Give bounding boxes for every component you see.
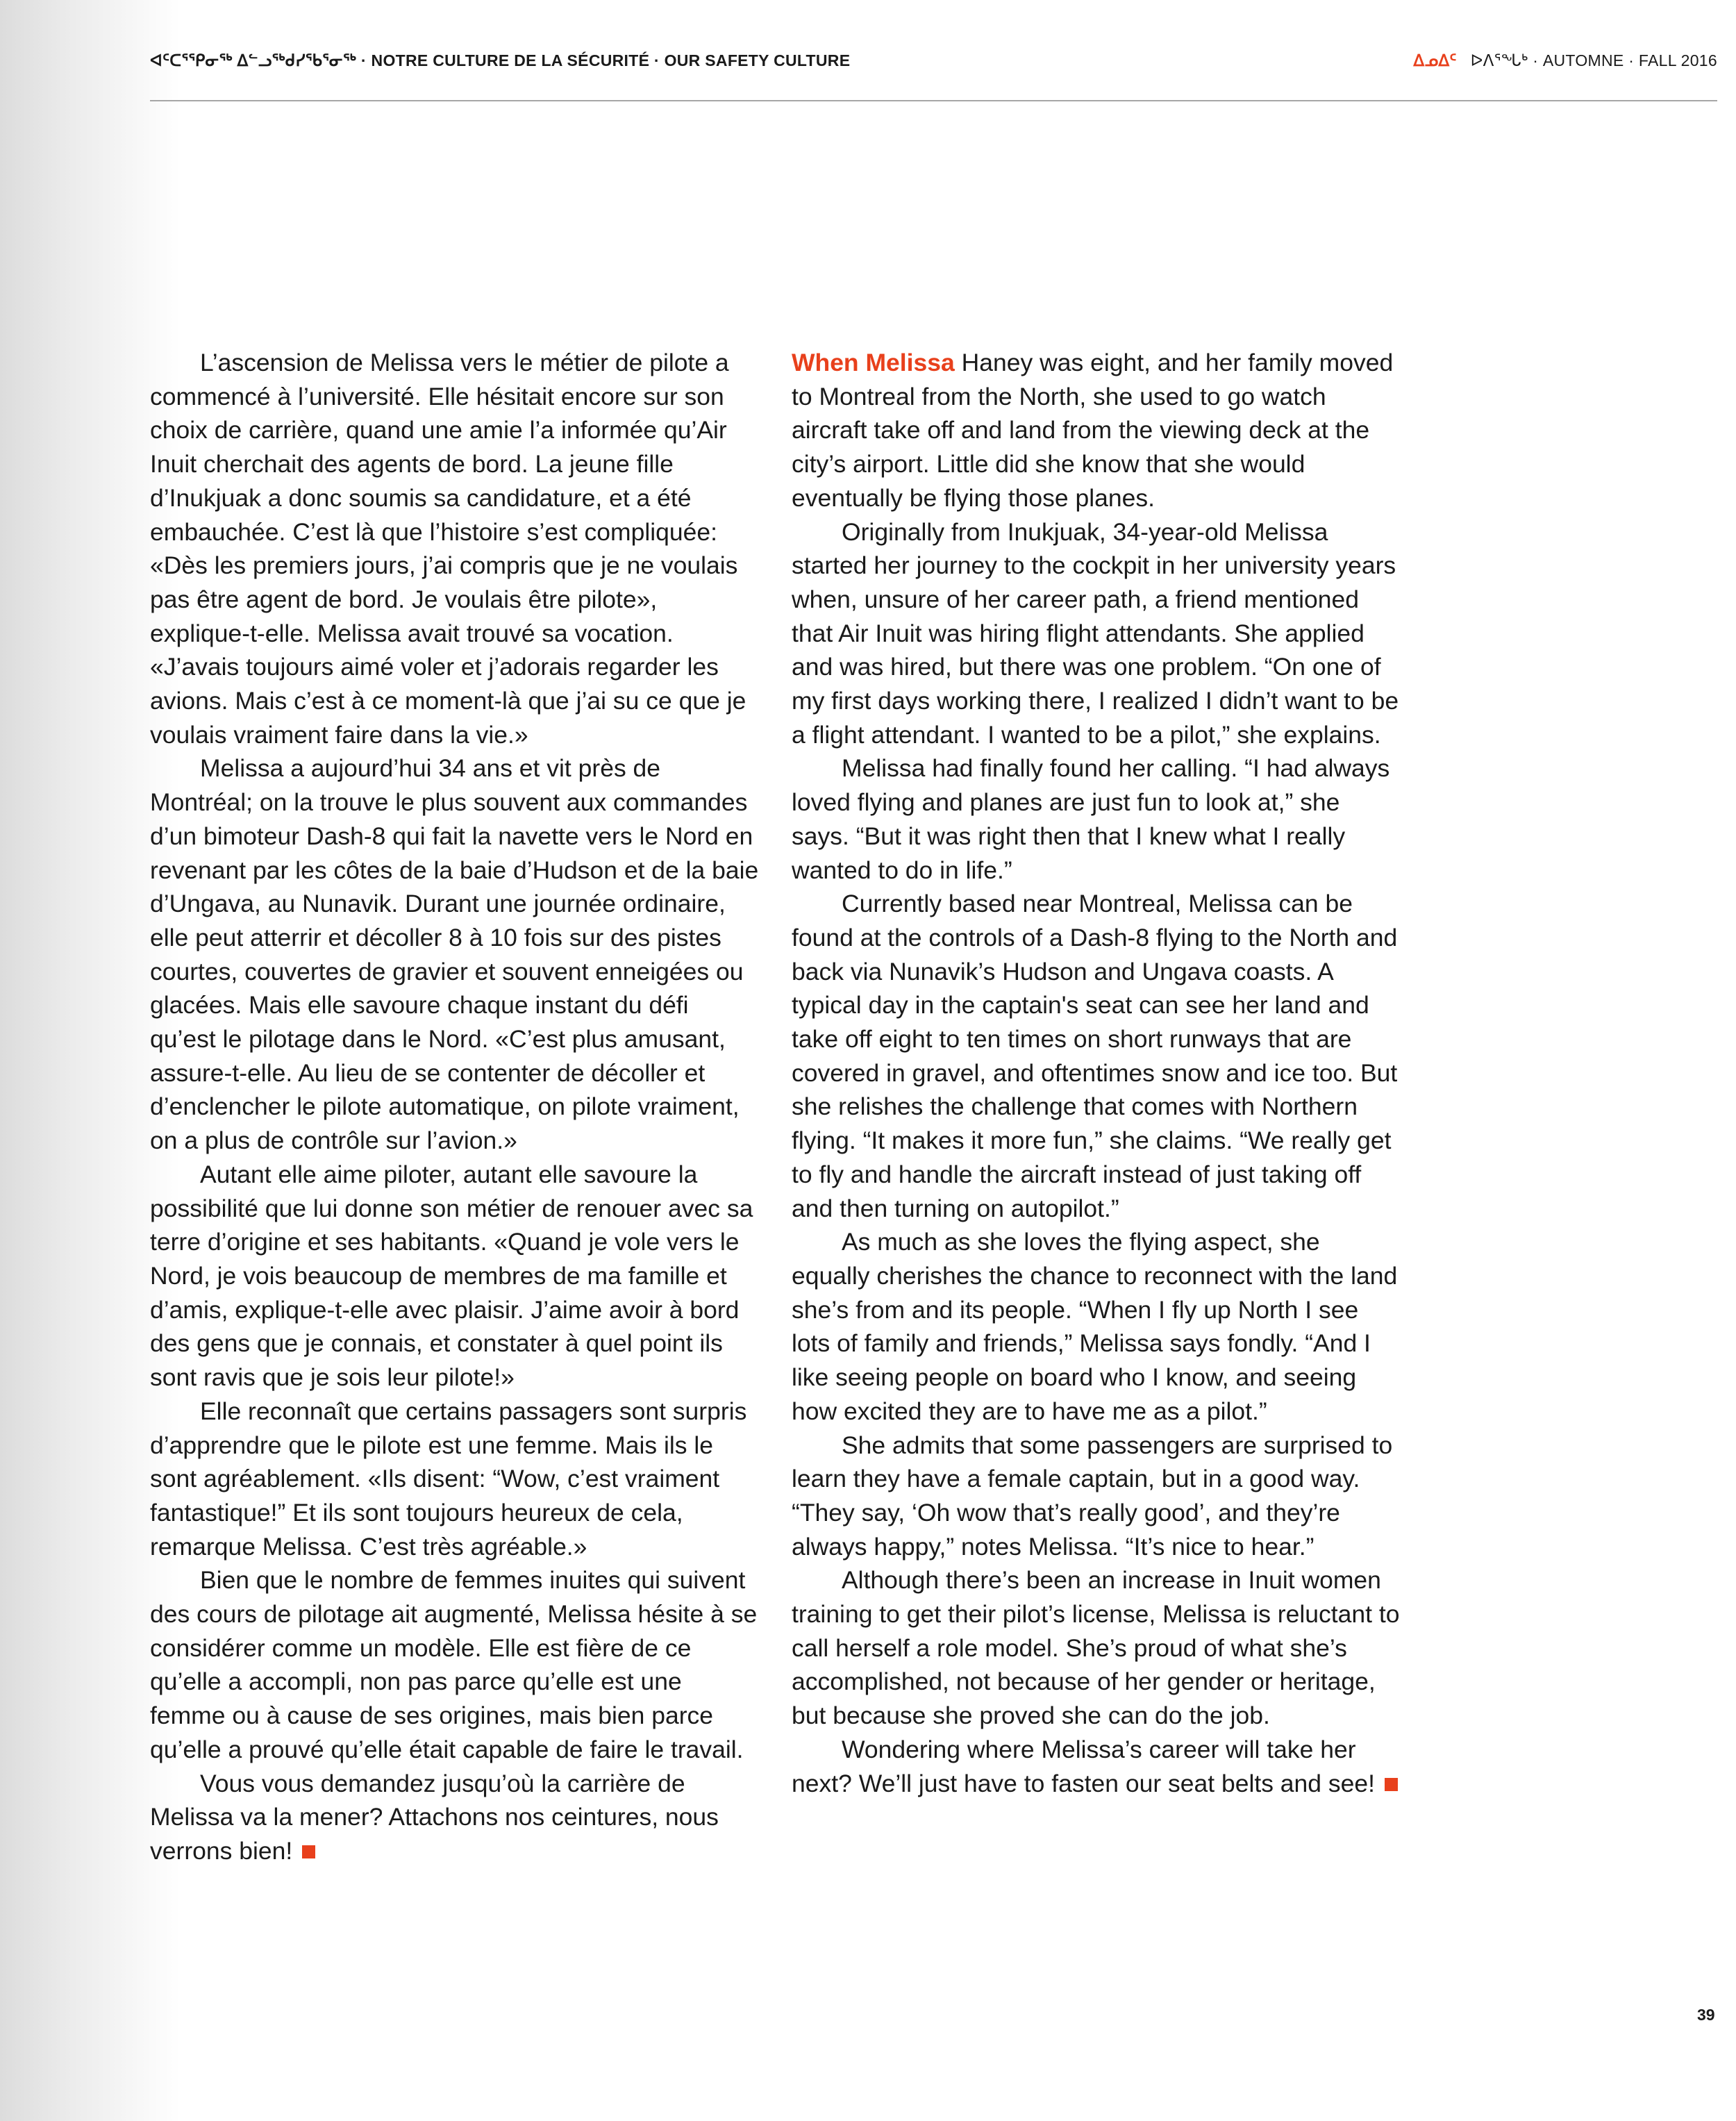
header-divider [150, 100, 1717, 101]
end-of-article-mark [302, 1845, 315, 1858]
english-paragraph-4: Currently based near Montreal, Melissa can be found at the controls of a Dash-8 flying to the North and back via Nunavik’s Hudson and Ungava coasts. A typical day in the captain's seat can see her land and take off eight to ten times on short runways that are covered in gravel, and oftentimes snow and ice too. But she relishes the challenge that comes with Northern flying. “It makes it more fun,” she claims. “We really get to fly and handle the aircraft instead of just taking off and then turning on autopilot.” [792, 890, 1398, 1222]
english-paragraph-2: Originally from Inukjuak, 34-year-old Melissa started her journey to the cockpit in her university years when, unsure of her career path, a friend mentioned that Air Inuit was hiring flight attendants. She applied and was hired, but there was one problem. “On one of my first days working there, I realized I didn’t want to be a flight attendant. I wanted to be a pilot,” she explains. [792, 517, 1399, 749]
english-first-text: Haney was eight, and her family moved to Montreal from the North, she used to go watch aircraft take off and land from the viewing deck at the city’s airport. Little did she know that she would eventually be flying those planes. [792, 349, 1394, 512]
french-column [150, 346, 761, 1868]
lead-in: When Melissa [792, 349, 955, 376]
header-brand: ᐃᓄᐃᑦ [1413, 51, 1457, 69]
french-paragraph-1: L’ascension de Melissa vers le métier de pilote a commencé à l’université. Elle hésitait encore sur son choix de carrière, quand une amie l’a informée qu’Air Inuit cherchait des agents de bord. La jeune fille d’Inukjuak a donc soumis sa candidature, et a été embauchée. C’est là que l’histoire s’est compliquée: «Dès les premiers jours, j’ai compris que je ne voulais pas être agent de bord. Je voulais être pilote», explique-t-elle. Melissa avait trouvé sa vocation. «J’avais toujours aimé voler et j’adorais regarder les avions. Mais c’est à ce moment-là que j’ai su ce que je voulais vraiment faire dans la vie.» [150, 349, 746, 749]
french-paragraph-5: Bien que le nombre de femmes inuites qui suivent des cours de pilotage ait augmenté, Melissa hésite à se considérer comme un modèle. Elle est fière de ce qu’elle a accompli, non pas parce qu’elle est une femme ou à cause de ses origines, mais bien parce qu’elle a prouvé qu’elle était capable de faire le travail. [150, 1566, 758, 1763]
english-paragraph-5: As much as she loves the flying aspect, she equally cherishes the chance to reconnect with the land she’s from and its people. “When I fly up North I see lots of family and friends,” Melissa says fondly. “And I like seeing people on board who I know, and seeing how excited they are to have me as a pilot.” [792, 1228, 1398, 1425]
running-header [150, 51, 1717, 79]
english-paragraph-8 [792, 1733, 1403, 1800]
french-paragraph-3: Autant elle aime piloter, autant elle savoure la possibilité que lui donne son métier de renouer avec sa terre d’origine et ses habitants. «Quand je vole vers le Nord, je vois beaucoup de membres de ma famille et d’amis, explique-t-elle avec plaisir. J’aime avoir à bord des gens que je connais, et constater à quel point ils sont ravis que je sois leur pilote!» [150, 1160, 753, 1392]
english-paragraph-1 [792, 346, 1403, 515]
english-closing-text: Wondering where Melissa’s career will take her next? We’ll just have to fasten our seat belts and see! [792, 1735, 1376, 1797]
header-season: ᐅᐱᕐᖓᒃ · AUTOMNE · FALL 2016 [1470, 51, 1717, 69]
french-paragraph-6 [150, 1767, 761, 1868]
french-paragraph-4: Elle reconnaît que certains passagers sont surpris d’apprendre que le pilote est une femme. Mais ils le sont agréablement. «Ils disent: “Wow, c’est vraiment fantastique!” Et ils sont toujours heureux de cela, remarque Melissa. C’est très agréable.» [150, 1397, 747, 1561]
english-paragraph-7: Although there’s been an increase in Inuit women training to get their pilot’s license, Melissa is reluctant to call herself a role model. She’s proud of what she’s accomplished, not because of her gender or heritage, but because she proved she can do the job. [792, 1566, 1400, 1730]
french-paragraph-2: Melissa a aujourd’hui 34 ans et vit près de Montréal; on la trouve le plus souvent aux commandes d’un bimoteur Dash-8 qui fait la navette vers le Nord en revenant par les côtes de la baie d’Hudson et de la baie d’Ungava, au Nunavik. Durant une journée ordinaire, elle peut atterrir et décoller 8 à 10 fois sur des pistes courtes, couvertes de gravier et souvent enneigées ou glacées. Mais elle savoure chaque instant du défi qu’est le pilotage dans le Nord. «C’est plus amusant, assure-t-elle. Au lieu de se contenter de décoller et d’enclencher le pilote automatique, on pilote vraiment, on a plus de contrôle sur l’avion.» [150, 754, 759, 1155]
page-number: 39 [1697, 2006, 1715, 2024]
english-paragraph-3: Melissa had finally found her calling. “I had always loved flying and planes are just fun to look at,” she says. “But it was right then that I knew what I really wanted to do in life.” [792, 754, 1390, 884]
english-column [792, 346, 1403, 1800]
header-section-title: ᐊᑦᑕᕐᕿᓂᖅ ᐃᓪᓗᖅᑯᓯᖃᕐᓂᖅ · NOTRE CULTURE DE LA SÉCURITÉ · OUR SAFETY CULTURE [150, 51, 851, 69]
header-issue-info [1413, 51, 1717, 70]
french-closing-text: Vous vous demandez jusqu’où la carrière de Melissa va la mener? Attachons nos ceintures, nous verrons bien! [150, 1769, 719, 1865]
english-paragraph-6: She admits that some passengers are surprised to learn they have a female captain, but in a good way. “They say, ‘Oh wow that’s really good’, and they’re always happy,” notes Melissa. “It’s nice to hear.” [792, 1431, 1393, 1561]
end-of-article-mark [1385, 1778, 1398, 1791]
